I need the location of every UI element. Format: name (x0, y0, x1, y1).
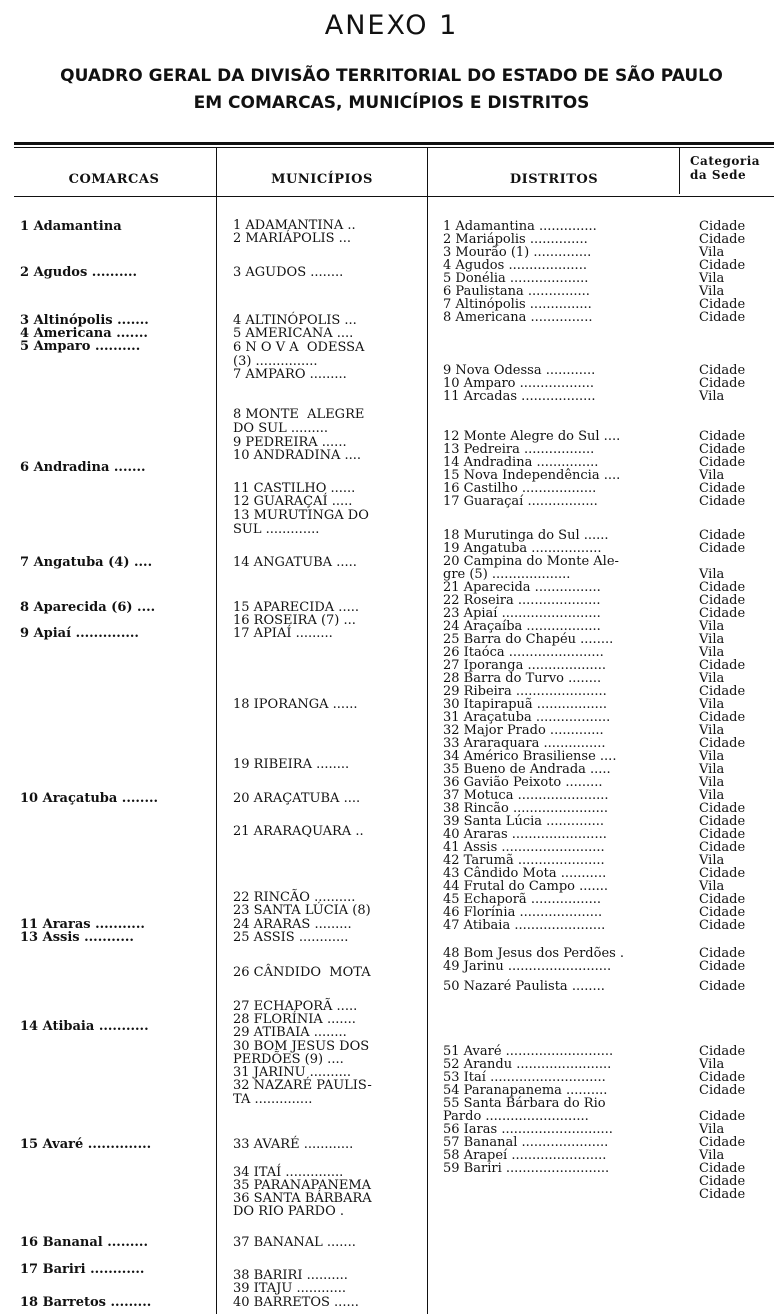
distrito-row: Pardo ......................... (443, 1109, 589, 1124)
distrito-row: 6 Paulistana ............... (443, 284, 590, 299)
distrito-row: 20 Campina do Monte Ale- (443, 554, 619, 569)
categoria-cell: Cidade (699, 528, 746, 543)
distrito-row: 32 Major Prado ............. (443, 723, 604, 738)
comarca-row: 18 Barretos ......... (20, 1295, 152, 1310)
distrito-row: 13 Pedreira ................. (443, 442, 595, 457)
municipio-row: 16 ROSEIRA (7) ... (233, 613, 356, 628)
categoria-cell: Cidade (699, 814, 746, 829)
distrito-row: 53 Itaí ............................ (443, 1070, 606, 1085)
categoria-cell: Vila (699, 389, 725, 404)
distrito-row: 56 Iaras ........................... (443, 1122, 613, 1137)
categoria-cell: Cidade (699, 684, 746, 699)
categoria-cell: Vila (699, 245, 725, 260)
column-divider (679, 148, 680, 194)
municipio-row: 24 ARARAS ......... (233, 917, 352, 932)
distrito-row: 39 Santa Lúcia .............. (443, 814, 604, 829)
categoria-cell: Cidade (699, 429, 746, 444)
categoria-cell: Vila (699, 619, 725, 634)
comarca-row: 2 Agudos .......... (20, 265, 138, 280)
distrito-row: 40 Araras ....................... (443, 827, 607, 842)
distrito-row: 52 Arandu ....................... (443, 1057, 612, 1072)
categoria-cell: Cidade (699, 1187, 746, 1202)
categoria-cell: Vila (699, 1148, 725, 1163)
municipio-row: 21 ARARAQUARA .. (233, 824, 364, 839)
distrito-row: 35 Bueno de Andrada ..... (443, 762, 611, 777)
categoria-cell: Cidade (699, 494, 746, 509)
municipio-row: 6 N O V A ODESSA (233, 340, 365, 355)
distrito-row: 28 Barra do Turvo ........ (443, 671, 602, 686)
header-categoria-line-2: da Sede (690, 168, 747, 182)
categoria-cell: Cidade (699, 297, 746, 312)
categoria-cell: Cidade (699, 827, 746, 842)
distrito-row: 36 Gavião Peixoto ......... (443, 775, 603, 790)
categoria-cell: Cidade (699, 1109, 746, 1124)
municipio-row: 30 BOM JESUS DOS (233, 1039, 370, 1054)
municipio-row: 32 NAZARÉ PAULIS- (233, 1078, 372, 1093)
categoria-cell: Cidade (699, 840, 746, 855)
categoria-cell: Cidade (699, 959, 746, 974)
distrito-row: 21 Aparecida ................ (443, 580, 601, 595)
municipio-row: 13 MURUTINGA DO (233, 508, 369, 523)
distrito-row: 4 Agudos ................... (443, 258, 587, 273)
subtitle-line-1: QUADRO GERAL DA DIVISÃO TERRITORIAL DO ESTADO DE SÃO PAULO (60, 66, 723, 86)
municipio-row: 17 APIAÍ ......... (233, 626, 333, 641)
distrito-row: 33 Araraquara ............... (443, 736, 606, 751)
header-categoria-line-1: Categoria (690, 154, 761, 168)
distrito-row: 9 Nova Odessa ............ (443, 363, 596, 378)
municipio-row: TA .............. (233, 1092, 313, 1107)
municipio-row: 33 AVARÉ ............ (233, 1137, 354, 1152)
categoria-cell: Vila (699, 853, 725, 868)
comarca-row: 6 Andradina ....... (20, 460, 146, 475)
distrito-row: 30 Itapirapuã ................. (443, 697, 608, 712)
municipio-row: 18 IPORANGA ...... (233, 697, 358, 712)
categoria-cell: Cidade (699, 232, 746, 247)
distrito-row: 12 Monte Alegre do Sul .... (443, 429, 621, 444)
categoria-cell: Cidade (699, 866, 746, 881)
distrito-row: 58 Arapeí ....................... (443, 1148, 607, 1163)
categoria-cell: Vila (699, 1057, 725, 1072)
comarca-row: 3 Altinópolis ....... (20, 313, 149, 328)
categoria-cell: Cidade (699, 541, 746, 556)
distrito-row: 19 Angatuba ................. (443, 541, 602, 556)
categoria-cell: Cidade (699, 905, 746, 920)
municipio-row: 9 PEDREIRA ...... (233, 435, 347, 450)
distrito-row: 43 Cândido Mota ........... (443, 866, 607, 881)
distrito-row: 17 Guaraçaí ................. (443, 494, 598, 509)
categoria-cell: Cidade (699, 606, 746, 621)
comarca-row: 9 Apiaí .............. (20, 626, 139, 641)
header-municipios: MUNICÍPIOS (271, 172, 373, 187)
comarca-row: 11 Araras ........... (20, 917, 145, 932)
municipio-row: 10 ANDRADINA .... (233, 448, 362, 463)
categoria-cell: Vila (699, 788, 725, 803)
municipio-row: 34 ITAÍ .............. (233, 1165, 344, 1180)
categoria-cell: Vila (699, 879, 725, 894)
comarca-row: 10 Araçatuba ........ (20, 791, 159, 806)
municipio-row: 19 RIBEIRA ........ (233, 757, 350, 772)
municipio-row: 3 AGUDOS ........ (233, 265, 344, 280)
distrito-row: 42 Tarumã ..................... (443, 853, 605, 868)
comarca-row: 15 Avaré .............. (20, 1137, 152, 1152)
distrito-row: 16 Castilho .................. (443, 481, 597, 496)
categoria-cell: Cidade (699, 658, 746, 673)
categoria-cell: Cidade (699, 1070, 746, 1085)
categoria-cell: Cidade (699, 918, 746, 933)
municipio-row: 40 BARRETOS ...... (233, 1295, 359, 1310)
municipio-row: DO SUL ......... (233, 421, 329, 436)
categoria-cell: Cidade (699, 736, 746, 751)
distrito-row: 18 Murutinga do Sul ...... (443, 528, 609, 543)
header-comarcas: COMARCAS (68, 172, 160, 187)
subtitle-line-2: EM COMARCAS, MUNICÍPIOS E DISTRITOS (193, 93, 590, 113)
comarca-row: 17 Bariri ............ (20, 1262, 145, 1277)
municipio-row: 29 ATIBAIA ........ (233, 1025, 347, 1040)
comarca-row: 14 Atibaia ........... (20, 1019, 149, 1034)
categoria-cell: Cidade (699, 946, 746, 961)
municipio-row: SUL ............. (233, 522, 320, 537)
municipio-row: 2 MARIÁPOLIS ... (233, 231, 352, 246)
column-divider (216, 148, 217, 1314)
municipio-row: DO RIO PARDO . (233, 1204, 345, 1219)
municipio-row: 8 MONTE ALEGRE (233, 407, 365, 422)
distrito-row: 24 Araçaíba .................. (443, 619, 601, 634)
distrito-row: 51 Avaré .......................... (443, 1044, 614, 1059)
municipio-row: (3) ............... (233, 354, 318, 369)
distrito-row: 29 Ribeira ...................... (443, 684, 607, 699)
table-top-rule-thin (14, 147, 774, 148)
categoria-cell: Vila (699, 284, 725, 299)
distrito-row: 8 Americana ............... (443, 310, 593, 325)
municipio-row: 23 SANTA LÚCIA (8) (233, 903, 371, 918)
distrito-row: 2 Mariápolis .............. (443, 232, 588, 247)
categoria-cell: Vila (699, 632, 725, 647)
categoria-cell: Vila (699, 567, 725, 582)
municipio-row: 28 FLORÍNIA ....... (233, 1012, 356, 1027)
distrito-row: 31 Araçatuba .................. (443, 710, 611, 725)
categoria-cell: Cidade (699, 481, 746, 496)
table-header-rule (14, 196, 774, 197)
categoria-cell: Cidade (699, 1161, 746, 1176)
categoria-cell: Vila (699, 749, 725, 764)
categoria-cell: Vila (699, 468, 725, 483)
categoria-cell: Cidade (699, 1044, 746, 1059)
categoria-cell: Vila (699, 697, 725, 712)
municipio-row: 25 ASSIS ............ (233, 930, 349, 945)
municipio-row: 20 ARAÇATUBA .... (233, 791, 361, 806)
distrito-row: 11 Arcadas .................. (443, 389, 596, 404)
categoria-cell: Cidade (699, 593, 746, 608)
categoria-cell: Cidade (699, 801, 746, 816)
municipio-row: 38 BARIRI .......... (233, 1268, 348, 1283)
municipio-row: 15 APARECIDA ..... (233, 600, 359, 615)
categoria-cell: Vila (699, 723, 725, 738)
comarca-row: 13 Assis ........... (20, 930, 134, 945)
categoria-cell: Cidade (699, 442, 746, 457)
categoria-cell: Cidade (699, 1083, 746, 1098)
categoria-cell: Cidade (699, 710, 746, 725)
distrito-row: 26 Itaóca ....................... (443, 645, 604, 660)
categoria-cell: Cidade (699, 258, 746, 273)
municipio-row: 37 BANANAL ....... (233, 1235, 356, 1250)
municipio-row: 36 SANTA BÁRBARA (233, 1191, 372, 1206)
distrito-row: 57 Bananal ..................... (443, 1135, 609, 1150)
categoria-cell: Cidade (699, 1135, 746, 1150)
categoria-cell: Cidade (699, 892, 746, 907)
categoria-cell: Cidade (699, 363, 746, 378)
comarca-row: 5 Amparo .......... (20, 339, 141, 354)
distrito-row: 47 Atibaia ...................... (443, 918, 606, 933)
municipio-row: 4 ALTINÓPOLIS ... (233, 313, 357, 328)
categoria-cell: Cidade (699, 1174, 746, 1189)
distrito-row: 44 Frutal do Campo ....... (443, 879, 609, 894)
municipio-row: 12 GUARAÇAÍ ..... (233, 494, 353, 509)
header-distritos: DISTRITOS (509, 172, 599, 187)
distrito-row: 41 Assis ......................... (443, 840, 605, 855)
municipio-row: 22 RINCÃO .......... (233, 890, 356, 905)
comarca-row: 1 Adamantina (20, 219, 122, 234)
categoria-cell: Cidade (699, 580, 746, 595)
municipio-row: 1 ADAMANTINA .. (233, 218, 356, 233)
municipio-row: 27 ECHAPORÃ ..... (233, 999, 358, 1014)
comarca-row: 7 Angatuba (4) .... (20, 555, 153, 570)
categoria-cell: Vila (699, 762, 725, 777)
distrito-row: 5 Donélia ................... (443, 271, 589, 286)
comarca-row: 4 Americana ....... (20, 326, 148, 341)
distrito-row: 3 Mourão (1) .............. (443, 245, 592, 260)
municipio-row: 31 JARINU .......... (233, 1065, 351, 1080)
categoria-cell: Cidade (699, 219, 746, 234)
municipio-row: 14 ANGATUBA ..... (233, 555, 357, 570)
distrito-row: 59 Bariri ......................... (443, 1161, 610, 1176)
distrito-row: 22 Roseira .................... (443, 593, 601, 608)
municipio-row: 39 ITAJU ............ (233, 1281, 347, 1296)
municipio-row: 7 AMPARO ......... (233, 367, 347, 382)
distrito-row: 37 Motuca ...................... (443, 788, 609, 803)
municipio-row: 26 CÂNDIDO MOTA (233, 965, 371, 980)
categoria-cell: Vila (699, 645, 725, 660)
distrito-row: 50 Nazaré Paulista ........ (443, 979, 605, 994)
categoria-cell: Vila (699, 271, 725, 286)
distrito-row: 45 Echaporã ................. (443, 892, 602, 907)
municipio-row: 11 CASTILHO ...... (233, 481, 356, 496)
distrito-row: 23 Apiaí ........................ (443, 606, 601, 621)
distrito-row: 25 Barra do Chapéu ........ (443, 632, 614, 647)
distrito-row: 27 Iporanga ................... (443, 658, 607, 673)
header-categoria (690, 154, 760, 182)
comarca-row: 16 Bananal ......... (20, 1235, 148, 1250)
distrito-row: 55 Santa Bárbara do Rio (443, 1096, 606, 1111)
distrito-row: 54 Paranapanema .......... (443, 1083, 608, 1098)
column-divider (427, 148, 428, 1314)
distrito-row: 15 Nova Independência .... (443, 468, 621, 483)
distrito-row: gre (5) ................... (443, 567, 571, 582)
categoria-cell: Cidade (699, 376, 746, 391)
distrito-row: 7 Altinópolis ............... (443, 297, 592, 312)
distrito-row: 1 Adamantina .............. (443, 219, 597, 234)
page-title: ANEXO 1 (324, 10, 459, 41)
distrito-row: 10 Amparo .................. (443, 376, 595, 391)
categoria-cell: Vila (699, 1122, 725, 1137)
comarca-row: 8 Aparecida (6) .... (20, 600, 156, 615)
distrito-row: 14 Andradina ............... (443, 455, 599, 470)
distrito-row: 34 Américo Brasiliense .... (443, 749, 617, 764)
municipio-row: 35 PARANAPANEMA (233, 1178, 372, 1193)
distrito-row: 38 Rincão ....................... (443, 801, 609, 816)
municipio-row: PERDÕES (9) .... (233, 1052, 344, 1067)
categoria-cell: Vila (699, 671, 725, 686)
distrito-row: 48 Bom Jesus dos Perdões . (443, 946, 625, 961)
distrito-row: 49 Jarinu ......................... (443, 959, 612, 974)
categoria-cell: Cidade (699, 310, 746, 325)
categoria-cell: Vila (699, 775, 725, 790)
table-top-rule (14, 142, 774, 145)
categoria-cell: Cidade (699, 979, 746, 994)
distrito-row: 46 Florínia .................... (443, 905, 603, 920)
categoria-cell: Cidade (699, 455, 746, 470)
municipio-row: 5 AMERICANA .... (233, 326, 354, 341)
